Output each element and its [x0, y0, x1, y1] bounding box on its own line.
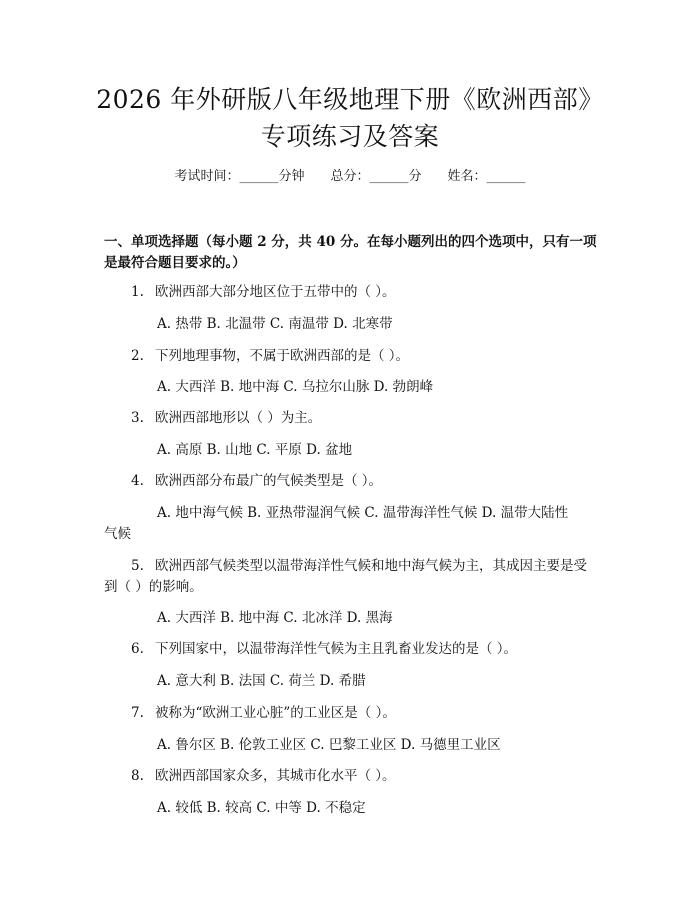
question-8-options: A. 较低 B. 较高 C. 中等 D. 不稳定: [157, 800, 366, 816]
question-3-options: A. 高原 B. 山地 C. 平原 D. 盆地: [157, 442, 353, 458]
document-title-line1: 2026 年外研版八年级地理下册《欧洲西部》: [96, 85, 604, 114]
options-line1: A. 地中海气候 B. 亚热带湿润气候 C. 温带海洋性气候 D. 温带大陆性: [157, 505, 569, 521]
question-2-options: A. 大西洋 B. 地中海 C. 乌拉尔山脉 D. 勃朗峰: [157, 379, 434, 395]
question-2: [131, 346, 409, 367]
question-7-options: A. 鲁尔区 B. 伦敦工业区 C. 巴黎工业区 D. 马德里工业区: [157, 737, 501, 753]
question-text-line2: 到（ ）的影响。: [104, 579, 203, 595]
question-number: 6.: [131, 641, 144, 657]
question-number: 5.: [131, 558, 144, 574]
question-text: 欧洲西部分布最广的气候类型是（ ）。: [155, 473, 383, 489]
question-number: 2.: [131, 348, 144, 364]
question-text: 下列国家中，以温带海洋性气候为主且乳畜业发达的是（ ）。: [155, 641, 518, 657]
question-text: 欧洲西部国家众多，其城市化水平（ ）。: [155, 768, 396, 784]
question-text-line1: 欧洲西部气候类型以温带海洋性气候和地中海气候为主，其成因主要是受: [155, 558, 587, 574]
question-5-options: A. 大西洋 B. 地中海 C. 北冰洋 D. 黑海: [157, 610, 393, 626]
question-number: 1.: [131, 284, 144, 300]
question-number: 8.: [131, 768, 144, 784]
section-heading-line2: 是最符合题目要求的。）: [104, 255, 246, 271]
question-text: 欧洲西部地形以（ ）为主。: [155, 410, 322, 426]
question-4: [131, 471, 382, 492]
question-text: 下列地理事物，不属于欧洲西部的是（ ）。: [155, 348, 410, 364]
question-7: [131, 703, 396, 724]
student-name-field: 姓名：______: [447, 169, 526, 184]
question-5: [104, 556, 602, 598]
question-6-options: A. 意大利 B. 法国 C. 荷兰 D. 希腊: [157, 673, 366, 689]
question-3: [131, 408, 321, 429]
question-8: [131, 766, 396, 787]
question-number: 7.: [131, 705, 144, 721]
question-6: [131, 639, 517, 660]
question-1-options: A. 热带 B. 北温带 C. 南温带 D. 北寒带: [157, 316, 393, 332]
question-1: [131, 282, 396, 303]
question-4-options: [104, 503, 617, 545]
total-score-field: 总分：______分: [330, 169, 422, 184]
question-text: 欧洲西部大部分地区位于五带中的（ ）。: [155, 284, 396, 300]
options-line2: 气候: [104, 526, 131, 542]
question-text: 被称为“欧洲工业心脏”的工业区是（ ）。: [155, 705, 396, 721]
section-heading: [104, 232, 604, 274]
exam-info-bar: [0, 168, 700, 186]
question-number: 4.: [131, 473, 144, 489]
section-heading-line1: 一、单项选择题（每小题 2 分，共 40 分。在每小题列出的四个选项中，只有一项: [104, 234, 597, 250]
document-title-line2: 专项练习及答案: [260, 122, 440, 151]
exam-time-field: 考试时间：______分钟: [174, 169, 305, 184]
question-number: 3.: [131, 410, 144, 426]
